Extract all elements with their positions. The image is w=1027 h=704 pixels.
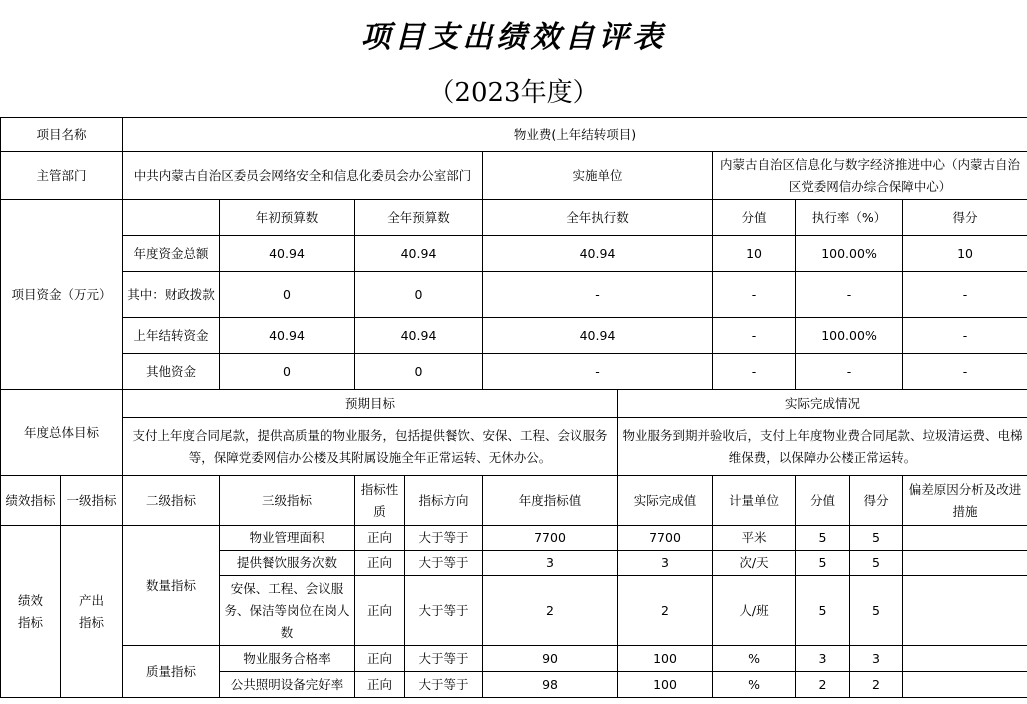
indicator-note [903,551,1027,576]
funds-row [1,354,1027,390]
level2-indicator-cell: 数量指标 [123,526,220,646]
indicator-header: 实际完成值 [618,476,713,526]
indicator-nature: 正向 [355,526,405,551]
funds-cell: - [796,354,903,390]
goals-label: 年度总体目标 [1,390,123,476]
funds-row [1,236,1027,272]
funds-header: 分值 [713,200,796,236]
indicator-score: 5 [850,551,903,576]
dept-label: 主管部门 [1,152,123,200]
level3-indicator: 公共照明设备完好率 [220,672,355,698]
funds-cell: 0 [355,354,483,390]
project-name-row [1,118,1027,152]
funds-row-label: 其中：财政拨款 [123,272,220,318]
funds-row-label: 上年结转资金 [123,318,220,354]
funds-cell: 40.94 [220,236,355,272]
indicator-direction: 大于等于 [405,576,483,646]
funds-header: 全年预算数 [355,200,483,236]
goals-header-row [1,390,1027,418]
funds-cell: 40.94 [220,318,355,354]
funds-cell: - [903,318,1027,354]
project-name-value: 物业费(上年结转项目) [123,118,1027,152]
expected-goal-text: 支付上年度合同尾款，提供高质量的物业服务，包括提供餐饮、安保、工程、会议服务等，保障党委网信办公楼及其附属设施全年正常运转、无休办公。 [123,418,618,476]
indicator-header: 指标性质 [355,476,405,526]
funds-cell: 0 [355,272,483,318]
indicator-actual: 3 [618,551,713,576]
funds-cell: - [483,354,713,390]
indicator-header: 三级指标 [220,476,355,526]
funds-cell: 40.94 [483,318,713,354]
indicator-actual: 7700 [618,526,713,551]
project-name-label: 项目名称 [1,118,123,152]
indicator-score-max: 2 [796,672,850,698]
indicator-unit: % [713,646,796,672]
indicator-unit: 人/班 [713,576,796,646]
funds-cell: 0 [220,354,355,390]
funds-header: 年初预算数 [220,200,355,236]
page-subtitle-year: （2023年度） [428,78,599,108]
funds-cell: 100.00% [796,236,903,272]
indicator-header: 绩效指标 [1,476,61,526]
indicator-header: 偏差原因分析及改进措施 [903,476,1027,526]
indicator-direction: 大于等于 [405,551,483,576]
indicator-nature: 正向 [355,646,405,672]
indicator-nature: 正向 [355,576,405,646]
indicator-target: 90 [483,646,618,672]
indicator-score-max: 5 [796,576,850,646]
funds-cell: 0 [220,272,355,318]
level3-indicator: 安保、工程、会议服务、保洁等岗位在岗人数 [220,576,355,646]
indicator-header: 得分 [850,476,903,526]
indicator-row [1,526,1027,551]
indicator-score: 5 [850,576,903,646]
actual-goal-label: 实际完成情况 [618,390,1027,418]
funds-corner [123,200,220,236]
actual-goal-text: 物业服务到期并验收后，支付上年度物业费合同尾款、垃圾清运费、电梯维保费，以保障办公楼正常运转。 [618,418,1027,476]
indicator-direction: 大于等于 [405,526,483,551]
indicator-actual: 100 [618,646,713,672]
dept-value: 中共内蒙古自治区委员会网络安全和信息化委员会办公室部门 [123,152,483,200]
indicator-actual: 2 [618,576,713,646]
funds-cell: 10 [903,236,1027,272]
funds-cell: - [796,272,903,318]
level3-indicator: 提供餐饮服务次数 [220,551,355,576]
indicator-header: 计量单位 [713,476,796,526]
funds-label: 项目资金（万元） [1,200,123,390]
indicator-score: 2 [850,672,903,698]
funds-cell: 100.00% [796,318,903,354]
funds-cell: 40.94 [355,318,483,354]
impl-label: 实施单位 [483,152,713,200]
indicator-score-max: 3 [796,646,850,672]
indicator-header: 年度指标值 [483,476,618,526]
indicator-score: 5 [850,526,903,551]
indicator-score-max: 5 [796,526,850,551]
indicator-note [903,576,1027,646]
funds-header: 执行率（%） [796,200,903,236]
funds-cell: - [903,272,1027,318]
indicator-header: 分值 [796,476,850,526]
page-title: 项目支出绩效自评表 [360,20,667,55]
department-row [1,152,1027,200]
performance-indicator-cell: 绩效指标 [1,526,61,698]
funds-cell: - [713,318,796,354]
funds-header-row [1,200,1027,236]
indicator-header: 二级指标 [123,476,220,526]
indicator-nature: 正向 [355,551,405,576]
level3-indicator: 物业服务合格率 [220,646,355,672]
indicator-target: 98 [483,672,618,698]
indicator-score-max: 5 [796,551,850,576]
funds-cell: 40.94 [483,236,713,272]
indicator-target: 3 [483,551,618,576]
indicator-nature: 正向 [355,672,405,698]
indicator-direction: 大于等于 [405,672,483,698]
funds-cell: - [903,354,1027,390]
level1-indicator-cell: 产出指标 [61,526,123,698]
funds-cell: 10 [713,236,796,272]
indicator-actual: 100 [618,672,713,698]
indicator-score: 3 [850,646,903,672]
funds-header: 得分 [903,200,1027,236]
indicator-direction: 大于等于 [405,646,483,672]
indicator-unit: 平米 [713,526,796,551]
funds-cell: - [483,272,713,318]
funds-cell: - [713,354,796,390]
self-evaluation-table [0,117,1027,698]
impl-value: 内蒙古自治区信息化与数字经济推进中心（内蒙古自治区党委网信办综合保障中心） [713,152,1027,200]
goals-text-row [1,418,1027,476]
indicator-unit: 次/天 [713,551,796,576]
level3-indicator: 物业管理面积 [220,526,355,551]
indicator-header: 指标方向 [405,476,483,526]
funds-header: 全年执行数 [483,200,713,236]
indicator-target: 7700 [483,526,618,551]
funds-cell: 40.94 [355,236,483,272]
funds-row-label: 其他资金 [123,354,220,390]
indicator-header: 一级指标 [61,476,123,526]
indicator-note [903,526,1027,551]
funds-row [1,272,1027,318]
indicator-unit: % [713,672,796,698]
indicator-row [1,646,1027,672]
indicator-note [903,672,1027,698]
expected-goal-label: 预期目标 [123,390,618,418]
funds-cell: - [713,272,796,318]
indicator-note [903,646,1027,672]
indicator-header-row [1,476,1027,526]
indicator-target: 2 [483,576,618,646]
funds-row [1,318,1027,354]
level2-indicator-cell: 质量指标 [123,646,220,698]
funds-row-label: 年度资金总额 [123,236,220,272]
